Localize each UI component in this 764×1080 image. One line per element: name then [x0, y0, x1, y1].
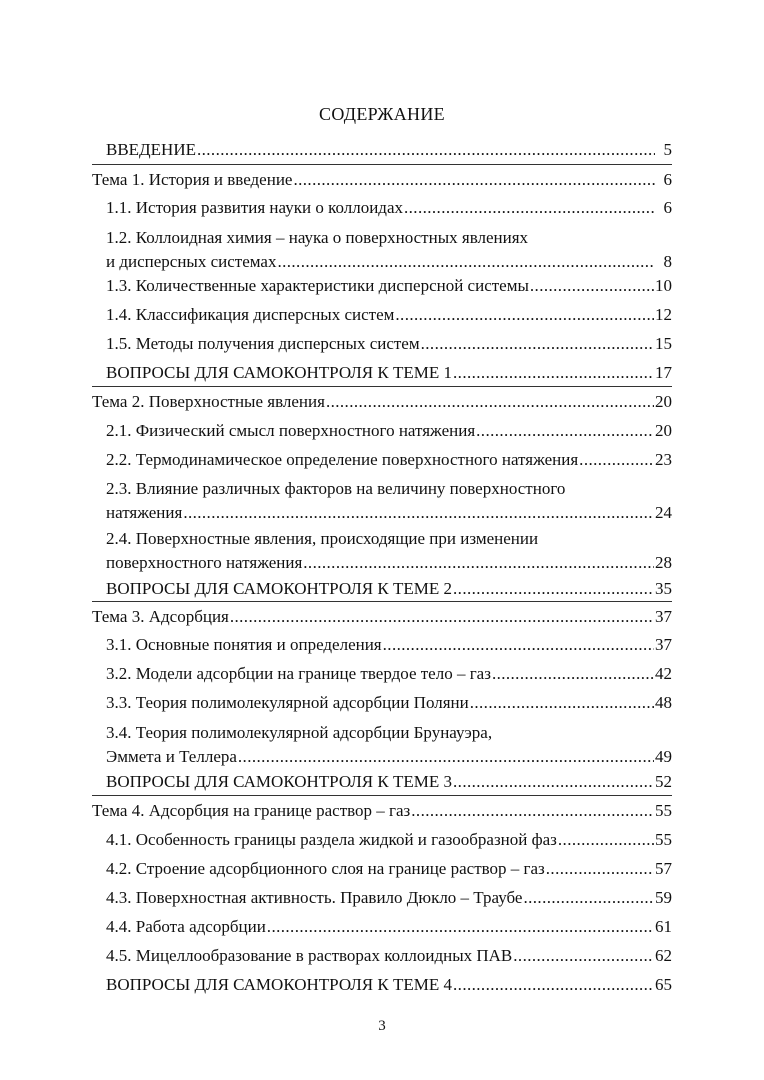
toc-entry-label: Тема 3. Адсорбция — [92, 607, 229, 626]
toc-entry-first-line: 2.4. Поверхностные явления, происходящие при изменении — [106, 529, 539, 548]
leader-dots — [421, 332, 654, 356]
leader-dots — [293, 168, 655, 192]
toc-entry-first-line: 3.4. Теория полимолекулярной адсорбции Брунауэра, — [106, 723, 493, 742]
toc-entry-4-2[interactable] — [106, 857, 672, 881]
toc-entry-page: 15 — [655, 334, 672, 353]
toc-entry-3-4[interactable] — [106, 721, 672, 769]
toc-entry-2-3[interactable] — [106, 477, 672, 525]
toc-entry-page: 57 — [655, 859, 672, 878]
page-number: 3 — [378, 1018, 386, 1034]
leader-dots — [453, 577, 654, 601]
toc-entry-page: 23 — [655, 450, 672, 469]
leader-dots — [197, 138, 655, 162]
toc-entry-label: ВОПРОСЫ ДЛЯ САМОКОНТРОЛЯ К ТЕМЕ 1 — [106, 363, 453, 382]
toc-entry-label: 3.3. Теория полимолекулярной адсорбции Поляни — [106, 693, 469, 712]
toc-entry-questions-1[interactable] — [106, 361, 672, 385]
toc-entry-label: 3.2. Модели адсорбции на границе твердое тело – газ — [106, 664, 491, 683]
toc-entry-page: 61 — [655, 917, 672, 936]
toc-entry-label: 1.4. Классификация дисперсных систем — [106, 305, 395, 324]
leader-dots — [476, 419, 654, 443]
page-title: СОДЕРЖАНИЕ — [319, 104, 445, 124]
toc-entry-label: натяжения — [106, 503, 183, 522]
toc-entry-page: 8 — [663, 252, 672, 271]
leader-dots — [183, 501, 654, 525]
toc-entry-first-line: 1.2. Коллоидная химия – наука о поверхностных явлениях — [106, 228, 529, 247]
toc-entry-page: 49 — [655, 747, 672, 766]
toc-entry-page: 20 — [655, 392, 672, 411]
divider — [92, 386, 672, 387]
leader-dots — [492, 662, 654, 686]
toc-entry-label: 3.1. Основные понятия и определения — [106, 635, 382, 654]
leader-dots — [230, 605, 654, 629]
leader-dots — [303, 551, 654, 575]
leader-dots — [453, 770, 654, 794]
toc-entry-label: ВВЕДЕНИЕ — [106, 140, 196, 159]
toc-entry-page: 65 — [655, 975, 672, 994]
toc-entry-1-5[interactable] — [106, 332, 672, 356]
toc-entry-4-4[interactable] — [106, 915, 672, 939]
toc-entry-page: 55 — [655, 830, 672, 849]
toc-entry-label: поверхностного натяжения — [106, 553, 303, 572]
toc-entry-label: 4.1. Особенность границы раздела жидкой и газообразной фаз — [106, 830, 557, 849]
toc-entry-1-2[interactable] — [106, 226, 672, 274]
toc-entry-page: 37 — [655, 635, 672, 654]
leader-dots — [326, 390, 654, 414]
toc-entry-1-1[interactable] — [106, 196, 672, 220]
leader-dots — [277, 250, 655, 274]
toc-entry-topic-4[interactable] — [92, 799, 672, 823]
leader-dots — [267, 915, 654, 939]
leader-dots — [453, 361, 654, 385]
toc-entry-page: 59 — [655, 888, 672, 907]
toc-entry-3-1[interactable] — [106, 633, 672, 657]
toc-entry-page: 52 — [655, 772, 672, 791]
leader-dots — [546, 857, 654, 881]
toc-entry-4-5[interactable] — [106, 944, 672, 968]
toc-entry-2-2[interactable] — [106, 448, 672, 472]
toc-entry-page: 48 — [655, 693, 672, 712]
toc-entry-label: ВОПРОСЫ ДЛЯ САМОКОНТРОЛЯ К ТЕМЕ 2 — [106, 579, 453, 598]
leader-dots — [530, 274, 654, 298]
leader-dots — [513, 944, 654, 968]
toc-entry-page: 5 — [663, 140, 672, 159]
divider — [92, 795, 672, 796]
toc-entry-label: ВОПРОСЫ ДЛЯ САМОКОНТРОЛЯ К ТЕМЕ 4 — [106, 975, 453, 994]
divider — [92, 164, 672, 165]
toc-entry-page: 28 — [655, 553, 672, 572]
leader-dots — [238, 745, 654, 769]
leader-dots — [383, 633, 654, 657]
toc-entry-1-4[interactable] — [106, 303, 672, 327]
toc-entry-label: 1.3. Количественные характеристики дисперсной системы — [106, 276, 529, 295]
toc-entry-label: Тема 2. Поверхностные явления — [92, 392, 325, 411]
toc-entry-questions-3[interactable] — [106, 770, 672, 794]
toc-entry-page: 37 — [655, 607, 672, 626]
toc-entry-label: Эммета и Теллера — [106, 747, 237, 766]
toc-entry-introduction[interactable] — [106, 138, 672, 162]
toc-entry-label: 4.4. Работа адсорбции — [106, 917, 266, 936]
toc-entry-4-3[interactable] — [106, 886, 672, 910]
toc-entry-label: 2.2. Термодинамическое определение поверхностного натяжения — [106, 450, 579, 469]
toc-entry-label: ВОПРОСЫ ДЛЯ САМОКОНТРОЛЯ К ТЕМЕ 3 — [106, 772, 453, 791]
toc-entry-3-3[interactable] — [106, 691, 672, 715]
leader-dots — [411, 799, 654, 823]
toc-entry-page: 42 — [655, 664, 672, 683]
toc-entry-page: 6 — [663, 198, 672, 217]
toc-entry-first-line: 2.3. Влияние различных факторов на величину поверхностного — [106, 479, 566, 498]
toc-entry-page: 62 — [655, 946, 672, 965]
toc-entry-page: 35 — [655, 579, 672, 598]
toc-entry-label: 4.2. Строение адсорбционного слоя на границе раствор – газ — [106, 859, 545, 878]
toc-entry-page: 20 — [655, 421, 672, 440]
leader-dots — [404, 196, 655, 220]
toc-entry-3-2[interactable] — [106, 662, 672, 686]
toc-entry-page: 17 — [655, 363, 672, 382]
toc-entry-label: 1.5. Методы получения дисперсных систем — [106, 334, 420, 353]
toc-entry-page: 55 — [655, 801, 672, 820]
toc-entry-questions-4[interactable] — [106, 973, 672, 997]
toc-entry-topic-1[interactable] — [92, 168, 672, 192]
toc-entry-page: 24 — [655, 503, 672, 522]
toc-entry-1-3[interactable] — [106, 274, 672, 298]
toc-entry-topic-2[interactable] — [92, 390, 672, 414]
leader-dots — [470, 691, 654, 715]
leader-dots — [579, 448, 654, 472]
toc-entry-page: 6 — [663, 170, 672, 189]
toc-entry-label: Тема 1. История и введение — [92, 170, 293, 189]
divider — [92, 601, 672, 602]
toc-entry-2-4[interactable] — [106, 527, 672, 575]
toc-entry-label: 4.5. Мицеллообразование в растворах коллоидных ПАВ — [106, 946, 513, 965]
toc-entry-page: 10 — [655, 276, 672, 295]
toc-entry-page: 12 — [655, 305, 672, 324]
leader-dots — [558, 828, 654, 852]
toc-entry-2-1[interactable] — [106, 419, 672, 443]
toc-entry-label: 2.1. Физический смысл поверхностного натяжения — [106, 421, 476, 440]
leader-dots — [523, 886, 654, 910]
toc-entry-questions-2[interactable] — [106, 577, 672, 601]
leader-dots — [453, 973, 654, 997]
leader-dots — [395, 303, 654, 327]
toc-entry-label: 1.1. История развития науки о коллоидах — [106, 198, 403, 217]
toc-entry-label: 4.3. Поверхностная активность. Правило Дюкло – Траубе — [106, 888, 523, 907]
toc-entry-topic-3[interactable] — [92, 605, 672, 629]
toc-entry-label: Тема 4. Адсорбция на границе раствор – газ — [92, 801, 411, 820]
toc-entry-label: и дисперсных системах — [106, 252, 277, 271]
toc-entry-4-1[interactable] — [106, 828, 672, 852]
